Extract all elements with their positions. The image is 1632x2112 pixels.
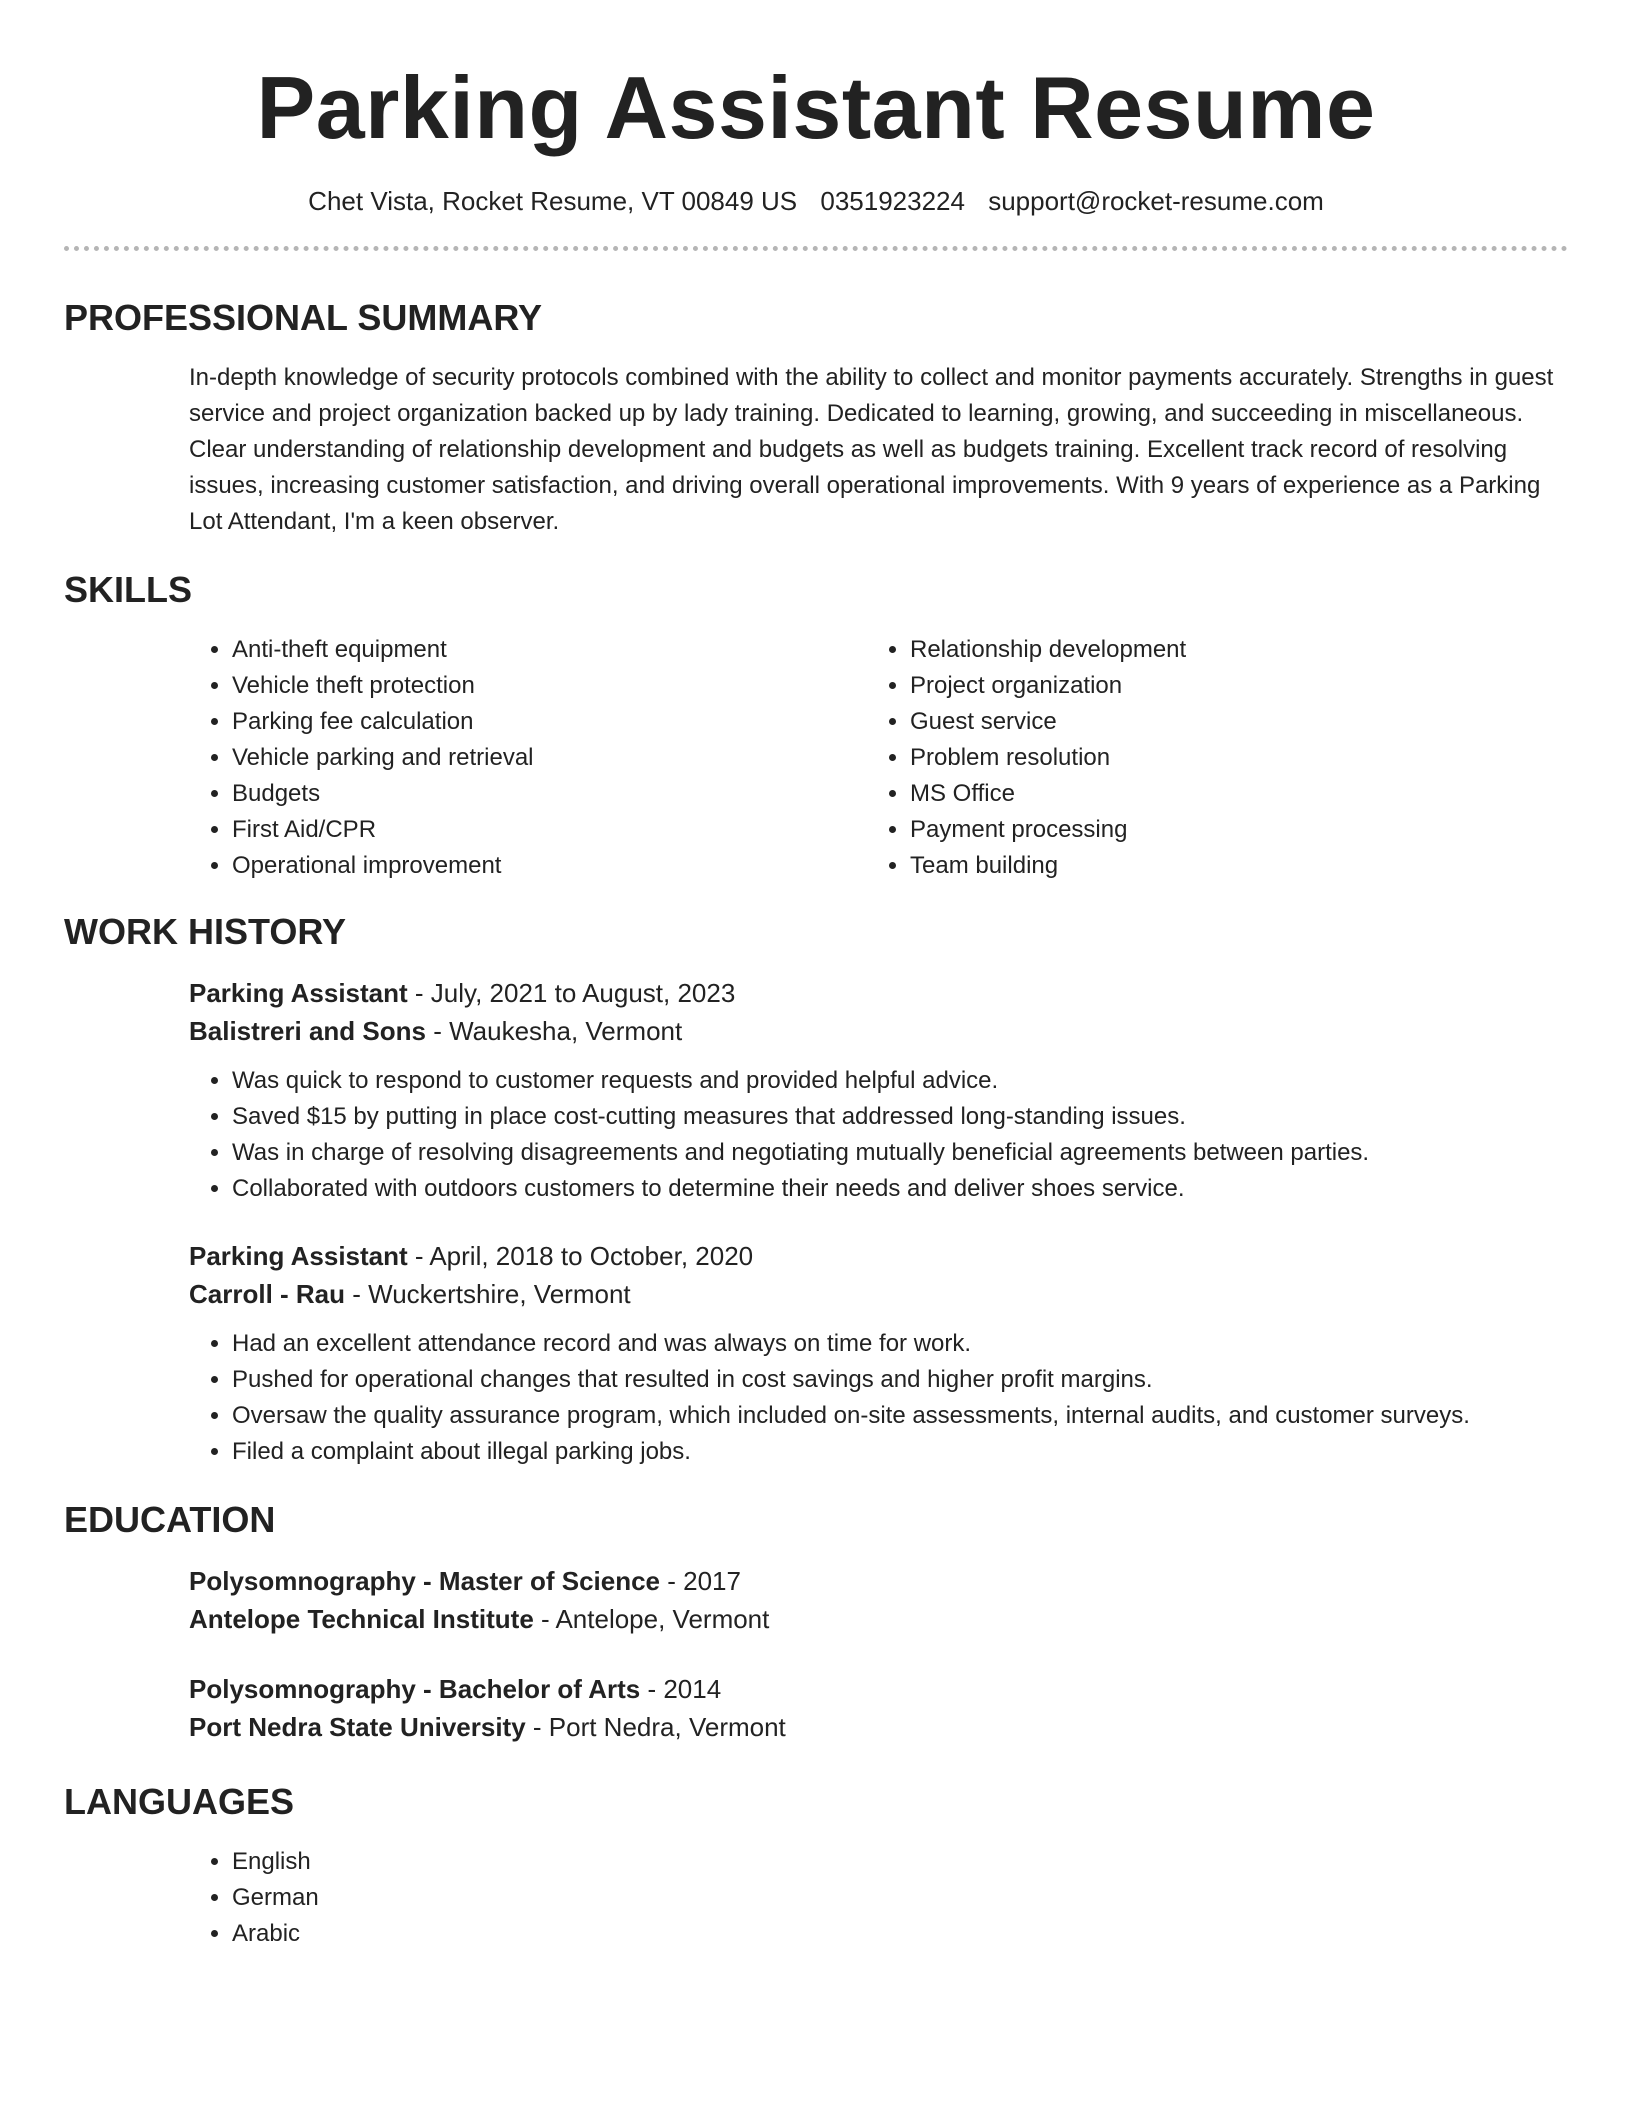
job-location: - Wuckertshire, Vermont (345, 1279, 631, 1309)
education-degree: Polysomnography - Bachelor of Arts (189, 1674, 641, 1704)
language-item: • English (232, 1844, 1568, 1880)
job-entry (189, 974, 1568, 1207)
job-company-line (189, 1275, 1568, 1313)
education-location: - Port Nedra, Vermont (525, 1712, 786, 1742)
job-bullet: • Was in charge of resolving disagreements and negotiating mutually beneficial agreements between parties. (232, 1135, 1568, 1171)
skill-item: • Vehicle parking and retrieval (232, 740, 867, 776)
skill-item: • Parking fee calculation (232, 704, 867, 740)
job-bullet: • Pushed for operational changes that resulted in cost savings and higher profit margins. (232, 1362, 1568, 1398)
skill-item: • Vehicle theft protection (232, 668, 867, 704)
job-company: Carroll - Rau (189, 1279, 346, 1309)
job-dates: - July, 2021 to August, 2023 (407, 978, 736, 1008)
job-bullet: • Collaborated with outdoors customers to determine their needs and deliver shoes service. (232, 1171, 1568, 1207)
education-degree-line (189, 1562, 1568, 1600)
education-location: - Antelope, Vermont (533, 1604, 770, 1634)
job-bullet: • Filed a complaint about illegal parking jobs. (232, 1434, 1568, 1470)
language-item: • German (232, 1880, 1568, 1916)
skills-column-left (189, 632, 867, 884)
job-bullet: • Oversaw the quality assurance program, which included on-site assessments, internal audits, and customer surveys. (232, 1398, 1568, 1434)
skills-heading: SKILLS (64, 569, 193, 610)
header-divider (64, 246, 1568, 251)
skill-item: • Relationship development (910, 632, 1545, 668)
skill-item: • MS Office (910, 776, 1545, 812)
job-company: Balistreri and Sons (189, 1016, 426, 1046)
job-company-line (189, 1012, 1568, 1050)
education-heading: EDUCATION (64, 1499, 276, 1540)
contact-address: Chet Vista, Rocket Resume, VT 00849 US (308, 186, 798, 216)
job-bullets (189, 1063, 1568, 1207)
skill-item: • Team building (910, 848, 1545, 884)
skill-item: • Budgets (232, 776, 867, 812)
job-bullets (189, 1326, 1568, 1470)
job-bullet: • Had an excellent attendance record and was always on time for work. (232, 1326, 1568, 1362)
education-school: Port Nedra State University (189, 1712, 526, 1742)
skills-column-right (867, 632, 1545, 884)
job-title-line (189, 1237, 1568, 1275)
education-entry (189, 1670, 1568, 1746)
education-school: Antelope Technical Institute (189, 1604, 534, 1634)
job-title: Parking Assistant (189, 1241, 408, 1271)
summary-heading: PROFESSIONAL SUMMARY (64, 297, 543, 338)
job-title-line (189, 974, 1568, 1012)
education-degree: Polysomnography - Master of Science (189, 1566, 661, 1596)
job-bullet: • Was quick to respond to customer requests and provided helpful advice. (232, 1063, 1568, 1099)
job-entry (189, 1237, 1568, 1470)
language-item: • Arabic (232, 1916, 1568, 1952)
education-degree-line (189, 1670, 1568, 1708)
skill-item: • Project organization (910, 668, 1545, 704)
job-location: - Waukesha, Vermont (425, 1016, 683, 1046)
contact-phone: 0351923224 (820, 186, 965, 216)
languages-list (189, 1844, 1568, 1952)
education-school-line (189, 1708, 1568, 1746)
summary-text: In-depth knowledge of security protocols combined with the ability to collect and monitor payments accurately. Strengths in guest service and project organization backed up by lady training. Dedicated to learning, growing, and succeeding in miscellaneous. Clear understanding of relationship development and budgets as well as budgets training. Excellent track record of resolving issues, increasing customer satisfaction, and driving overall operational improvements. With 9 years of experience as a Parking Lot Attendant, I'm a keen observer. (189, 364, 1554, 535)
education-entry (189, 1562, 1568, 1638)
contact-line (64, 184, 1568, 218)
work-history-heading: WORK HISTORY (64, 911, 347, 952)
skill-item: • Anti-theft equipment (232, 632, 867, 668)
skills-grid (189, 632, 1568, 884)
contact-email: support@rocket-resume.com (988, 186, 1324, 216)
job-dates: - April, 2018 to October, 2020 (407, 1241, 754, 1271)
job-title: Parking Assistant (189, 978, 408, 1008)
skill-item: • Payment processing (910, 812, 1545, 848)
education-school-line (189, 1600, 1568, 1638)
skill-item: • Operational improvement (232, 848, 867, 884)
education-year: - 2014 (640, 1674, 722, 1704)
skill-item: • Problem resolution (910, 740, 1545, 776)
resume-title: Parking Assistant Resume (256, 58, 1376, 157)
languages-heading: LANGUAGES (64, 1781, 295, 1822)
education-year: - 2017 (660, 1566, 741, 1596)
skill-item: • First Aid/CPR (232, 812, 867, 848)
skill-item: • Guest service (910, 704, 1545, 740)
job-bullet: • Saved $15 by putting in place cost-cutting measures that addressed long-standing issues. (232, 1099, 1568, 1135)
